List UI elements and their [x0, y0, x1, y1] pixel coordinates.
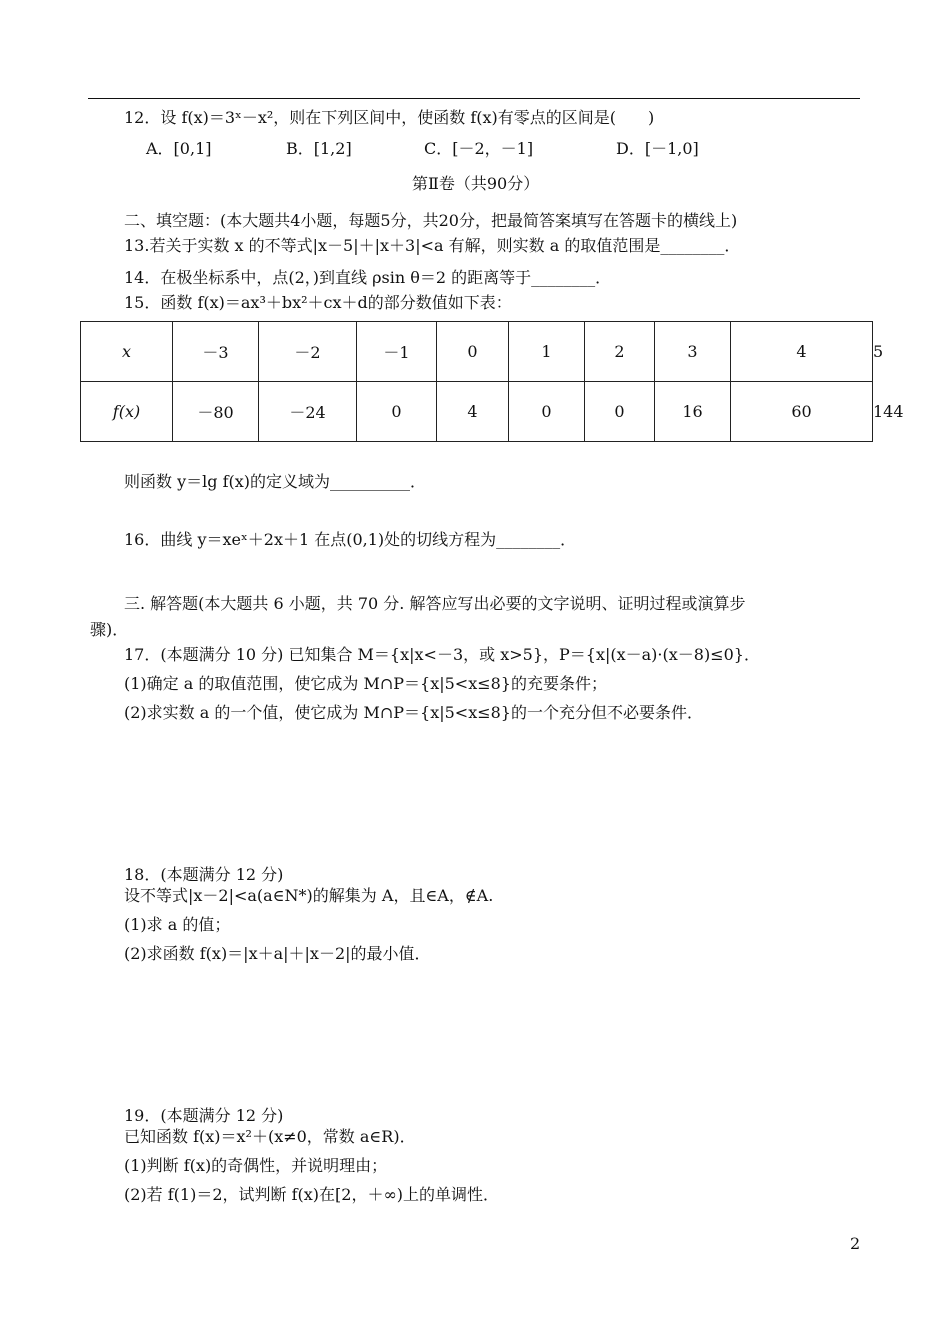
q19-part2: (2)若 f(1)＝2，试判断 f(x)在[2，＋∞)上的单调性．	[124, 1185, 500, 1204]
header-rule	[88, 98, 860, 99]
q17-stem: 17．(本题满分 10 分) 已知集合 M＝{x|x<－3，或 x>5}，P＝{x|(x－a)·(x－8)≤0}．	[124, 645, 760, 664]
solve-section-heading-cont: 骤)．	[90, 620, 129, 639]
fx-cell: 0	[585, 382, 655, 442]
part2-title: 第Ⅱ卷（共90分）	[412, 174, 540, 193]
x-cell: 1	[509, 322, 585, 382]
fx-cell: 4	[437, 382, 509, 442]
q13-text: 13.若关于实数 x 的不等式|x－5|＋|x＋3|<a 有解，则实数 a 的取值范围是________．	[124, 236, 741, 255]
q18-heading: 18．(本题满分 12 分)	[124, 865, 284, 884]
q15-stem: 15．函数 f(x)＝ax³＋bx²＋cx＋d的部分数值如下表：	[124, 293, 512, 312]
q18-stem: 设不等式|x－2|<a(a∈N*)的解集为 A，且∈A，∉A.	[124, 886, 494, 905]
x-cell: 3	[655, 322, 731, 382]
row-label-x: x	[81, 322, 173, 382]
fx-cell: 0	[357, 382, 437, 442]
q16-text: 16．曲线 y＝xeˣ＋2x＋1 在点(0,1)处的切线方程为________．	[124, 530, 577, 549]
q12-option-a: A．[0,1]	[146, 139, 212, 158]
x-cell: －1	[357, 322, 437, 382]
q15-tail: 则函数 y＝lg f(x)的定义域为__________．	[124, 472, 427, 491]
q19-heading: 19．(本题满分 12 分)	[124, 1106, 284, 1125]
row-label-fx: f(x)	[81, 382, 173, 442]
q12-option-c: C．[－2，－1]	[424, 139, 534, 158]
q17-part1: (1)确定 a 的取值范围，使它成为 M∩P＝{x|5<x≤8}的充要条件；	[124, 674, 607, 693]
q12-option-b: B．[1,2]	[286, 139, 352, 158]
table-row-x: x －3 －2 －1 0 1 2 3 4 5	[81, 322, 873, 382]
q15-value-table	[80, 321, 904, 442]
page-number: 2	[850, 1234, 861, 1253]
fx-cell: 16	[655, 382, 731, 442]
q18-part2: (2)求函数 f(x)＝|x＋a|＋|x－2|的最小值．	[124, 944, 431, 963]
q19-stem: 已知函数 f(x)＝x²＋(x≠0，常数 a∈R)．	[124, 1127, 416, 1146]
x-cell: 4	[731, 322, 873, 382]
q12-stem: 12．设 f(x)＝3ˣ－x²，则在下列区间中，使函数 f(x)有零点的区间是( )	[124, 108, 655, 127]
fx-cell: 60	[731, 382, 873, 442]
fx-cell: 0	[509, 382, 585, 442]
q12-option-d: D．[－1,0]	[616, 139, 699, 158]
fx-cell: －80	[173, 382, 259, 442]
q18-part1: (1)求 a 的值；	[124, 915, 231, 934]
table-row-fx: f(x) －80 －24 0 4 0 0 16 60 144	[81, 382, 873, 442]
q14-text: 14．在极坐标系中，点(2，)到直线 ρsin θ＝2 的距离等于________．	[124, 268, 612, 287]
x-cell: －2	[259, 322, 357, 382]
q17-part2: (2)求实数 a 的一个值，使它成为 M∩P＝{x|5<x≤8}的一个充分但不必要条件．	[124, 703, 703, 722]
fx-cell: －24	[259, 382, 357, 442]
x-cell: －3	[173, 322, 259, 382]
fill-section-heading: 二、填空题：(本大题共4小题，每题5分，共20分，把最简答案填写在答题卡的横线上)	[124, 211, 738, 230]
x-cell: 2	[585, 322, 655, 382]
solve-section-heading: 三. 解答题(本大题共 6 小题，共 70 分. 解答应写出必要的文字说明、证明过程或演算步	[124, 594, 746, 613]
x-cell: 0	[437, 322, 509, 382]
q19-part1: (1)判断 f(x)的奇偶性，并说明理由；	[124, 1156, 388, 1175]
